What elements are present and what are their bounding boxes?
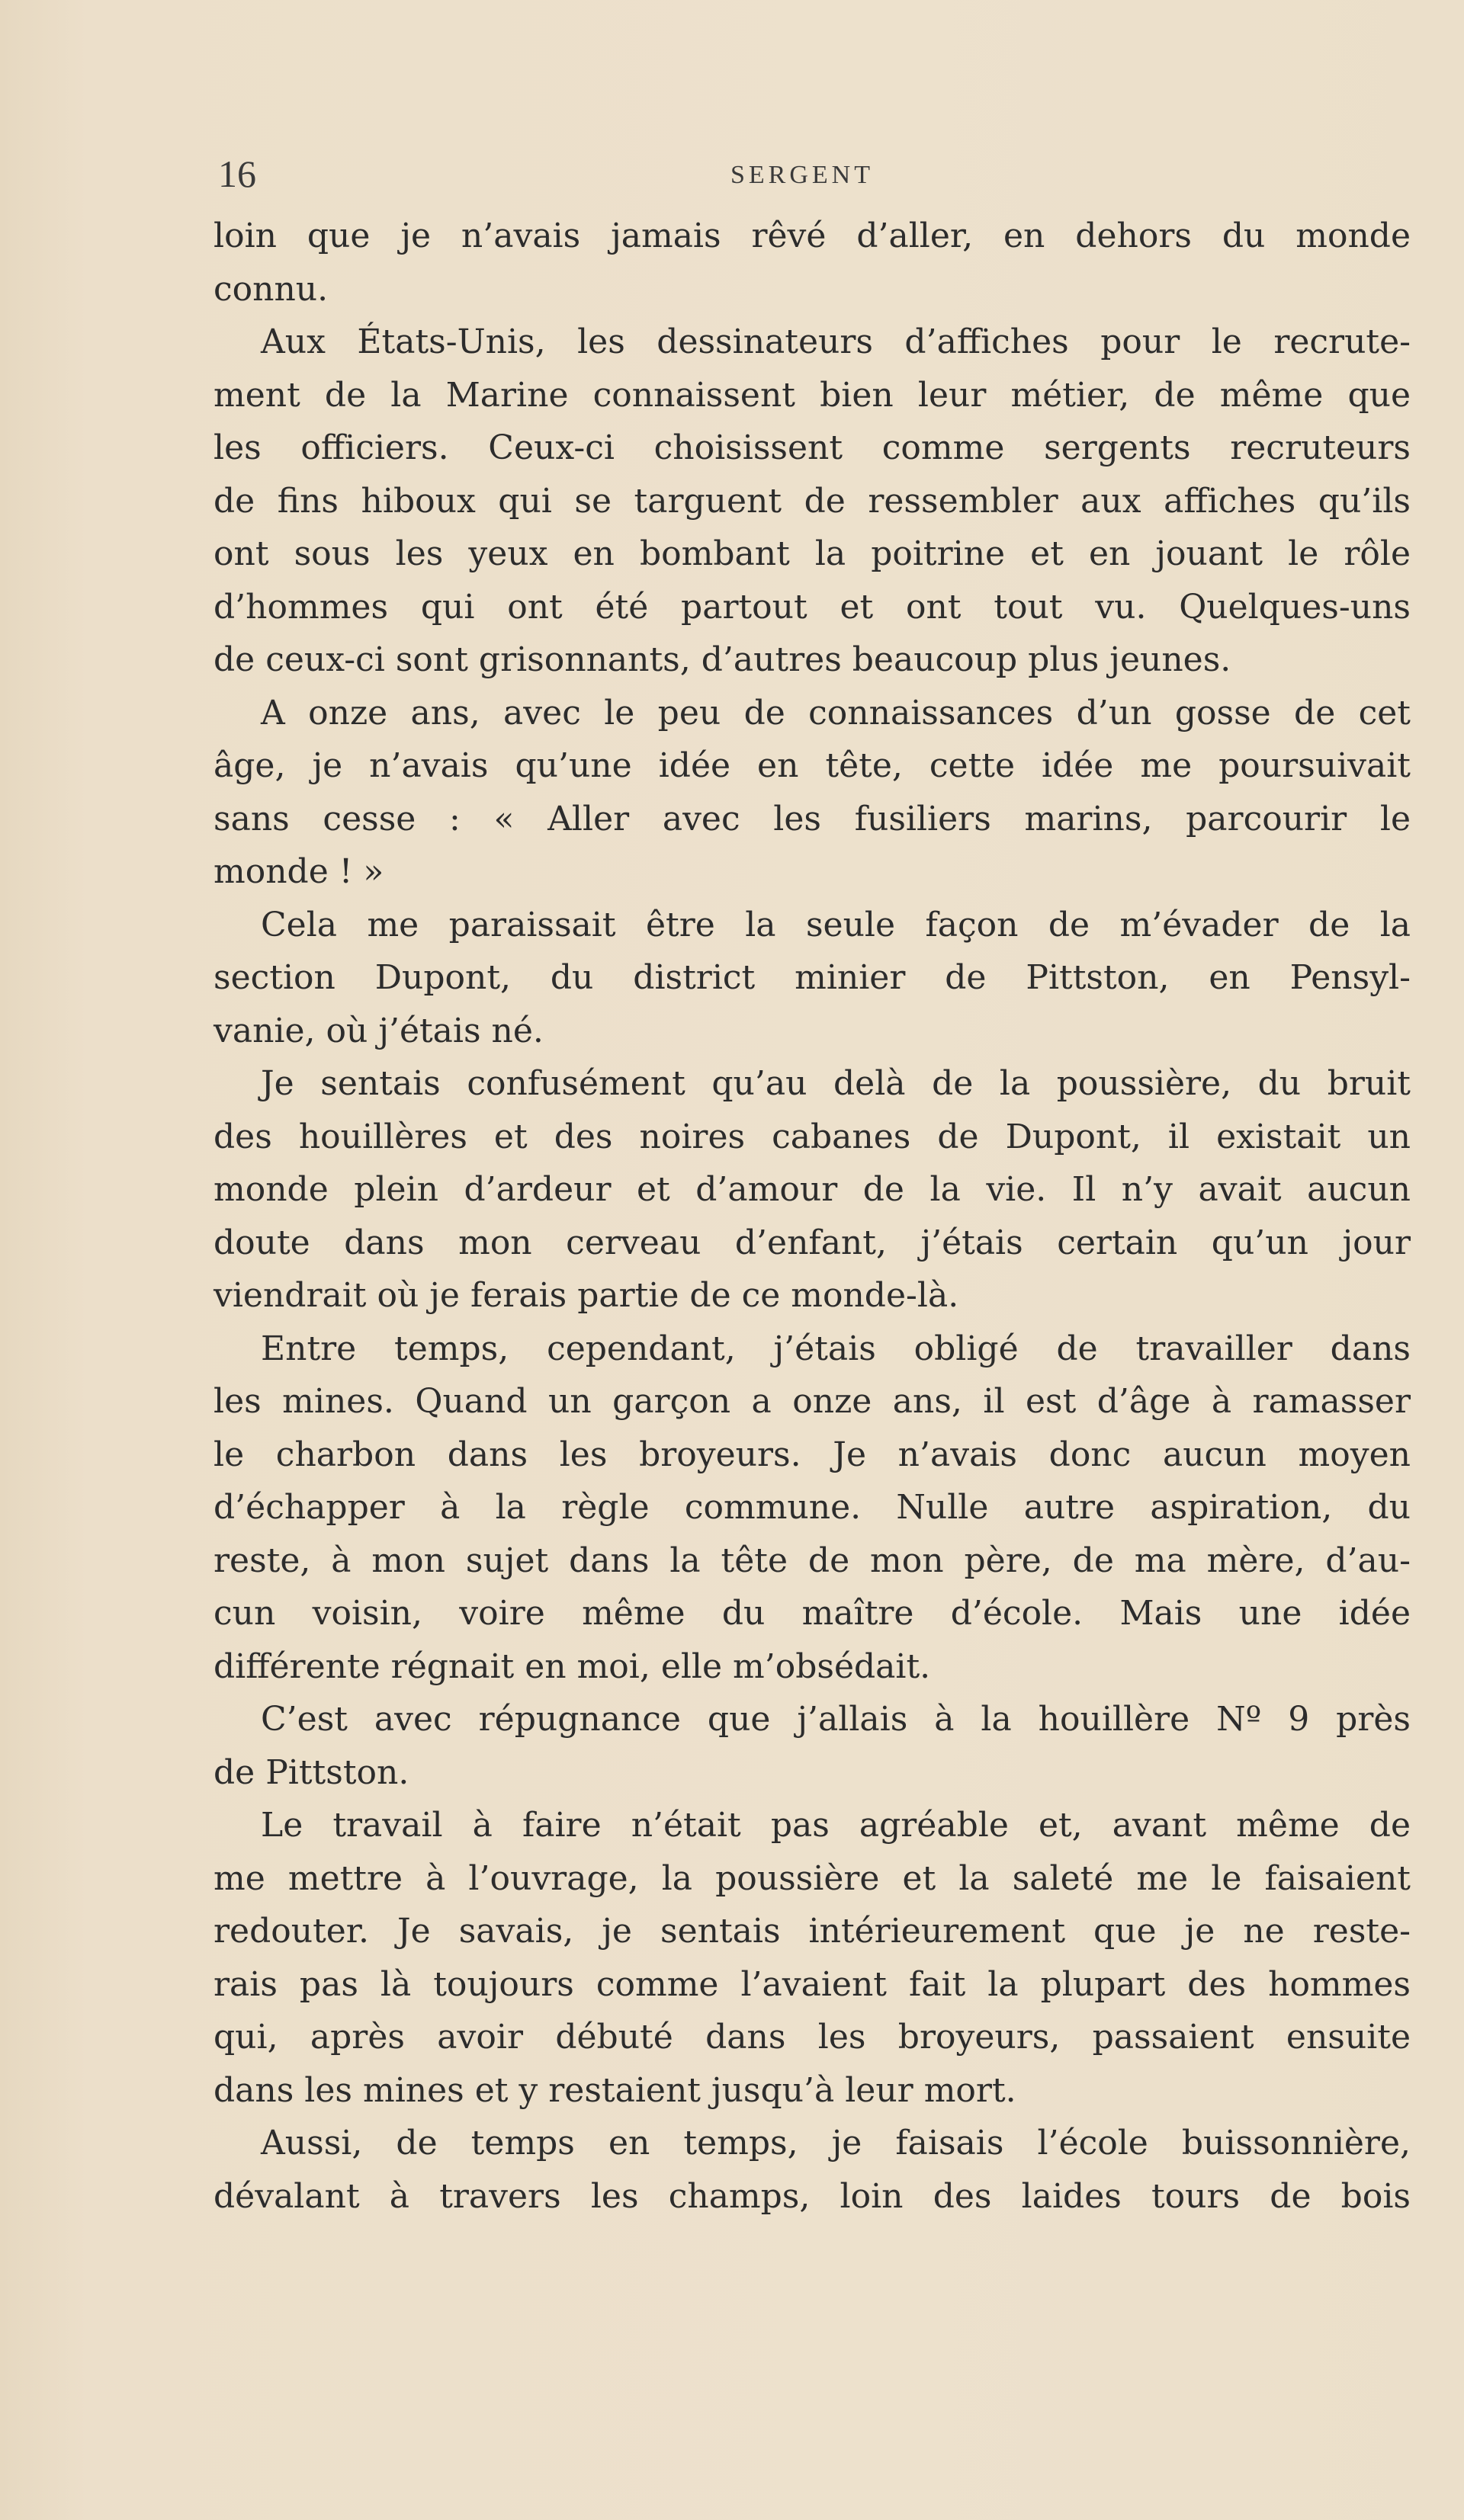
running-head: SERGENT xyxy=(730,161,874,189)
text-line: Aux États-Unis, les dessinateurs d’affiches pour le recrute- xyxy=(261,322,1411,361)
text-line: le charbon dans les broyeurs. Je n’avais donc aucun moyen xyxy=(214,1435,1411,1474)
text-line: cun voisin, voire même du maître d’école. Mais une idée xyxy=(214,1594,1411,1633)
text-line: redouter. Je savais, je sentais intérieurement que je ne reste- xyxy=(214,1912,1411,1951)
text-line: différente régnait en moi, elle m’obsédait. xyxy=(214,1646,931,1686)
page-number: 16 xyxy=(218,152,256,195)
text-line: les mines. Quand un garçon a onze ans, il est d’âge à ramasser xyxy=(214,1382,1411,1421)
text-line: me mettre à l’ouvrage, la poussière et la saleté me le faisaient xyxy=(214,1858,1411,1898)
text-line: A onze ans, avec le peu de connaissances d’un gosse de cet xyxy=(261,693,1411,733)
text-line: âge, je n’avais qu’une idée en tête, cette idée me poursuivait xyxy=(214,746,1411,785)
text-line: monde ! » xyxy=(214,852,384,891)
text-line: dévalant à travers les champs, loin des laides tours de bois xyxy=(214,2176,1411,2216)
text-line: de fins hiboux qui se targuent de ressembler aux affiches qu’ils xyxy=(214,481,1411,521)
text-line: reste, à mon sujet dans la tête de mon père, de ma mère, d’au- xyxy=(214,1541,1411,1580)
text-line: d’échapper à la règle commune. Nulle autre aspiration, du xyxy=(214,1488,1411,1527)
text-line: de Pittston. xyxy=(214,1752,409,1792)
text-line: qui, après avoir débuté dans les broyeurs, passaient ensuite xyxy=(214,2018,1411,2057)
text-line: connu. xyxy=(214,269,329,309)
text-line: viendrait où je ferais partie de ce monde-là. xyxy=(214,1276,959,1315)
text-line: Entre temps, cependant, j’étais obligé de travailler dans xyxy=(261,1329,1411,1368)
text-line: des houillères et des noires cabanes de Dupont, il existait un xyxy=(214,1117,1411,1156)
text-line: dans les mines et y restaient jusqu’à leur mort. xyxy=(214,2070,1016,2110)
text-line: Cela me paraissait être la seule façon de m’évader de la xyxy=(261,905,1411,944)
text-line: les officiers. Ceux-ci choisissent comme sergents recruteurs xyxy=(214,428,1411,467)
text-line: rais pas là toujours comme l’avaient fait la plupart des hommes xyxy=(214,1964,1411,2004)
text-line: Aussi, de temps en temps, je faisais l’école buissonnière, xyxy=(261,2124,1411,2163)
text-line: monde plein d’ardeur et d’amour de la vie. Il n’y avait aucun xyxy=(214,1170,1411,1209)
text-line: ont sous les yeux en bombant la poitrine et en jouant le rôle xyxy=(214,534,1411,573)
text-line: loin que je n’avais jamais rêvé d’aller, en dehors du monde xyxy=(214,216,1411,255)
text-line: C’est avec répugnance que j’allais à la houillère Nº 9 près xyxy=(261,1700,1411,1739)
text-line: vanie, où j’étais né. xyxy=(214,1011,544,1050)
text-line: Je sentais confusément qu’au delà de la poussière, du bruit xyxy=(261,1064,1411,1103)
text-line: sans cesse : « Aller avec les fusiliers marins, parcourir le xyxy=(214,799,1411,838)
page-header xyxy=(218,151,1408,197)
text-line: ment de la Marine connaissent bien leur métier, de même que xyxy=(214,375,1411,415)
text-line: de ceux-ci sont grisonnants, d’autres beaucoup plus jeunes. xyxy=(214,640,1231,679)
text-line: section Dupont, du district minier de Pittston, en Pensyl- xyxy=(214,958,1411,997)
text-line: doute dans mon cerveau d’enfant, j’étais certain qu’un jour xyxy=(214,1223,1411,1262)
text-line: Le travail à faire n’était pas agréable et, avant même de xyxy=(261,1806,1411,1845)
body-text xyxy=(214,210,1411,2223)
text-line: d’hommes qui ont été partout et ont tout vu. Quelques-uns xyxy=(214,587,1411,627)
